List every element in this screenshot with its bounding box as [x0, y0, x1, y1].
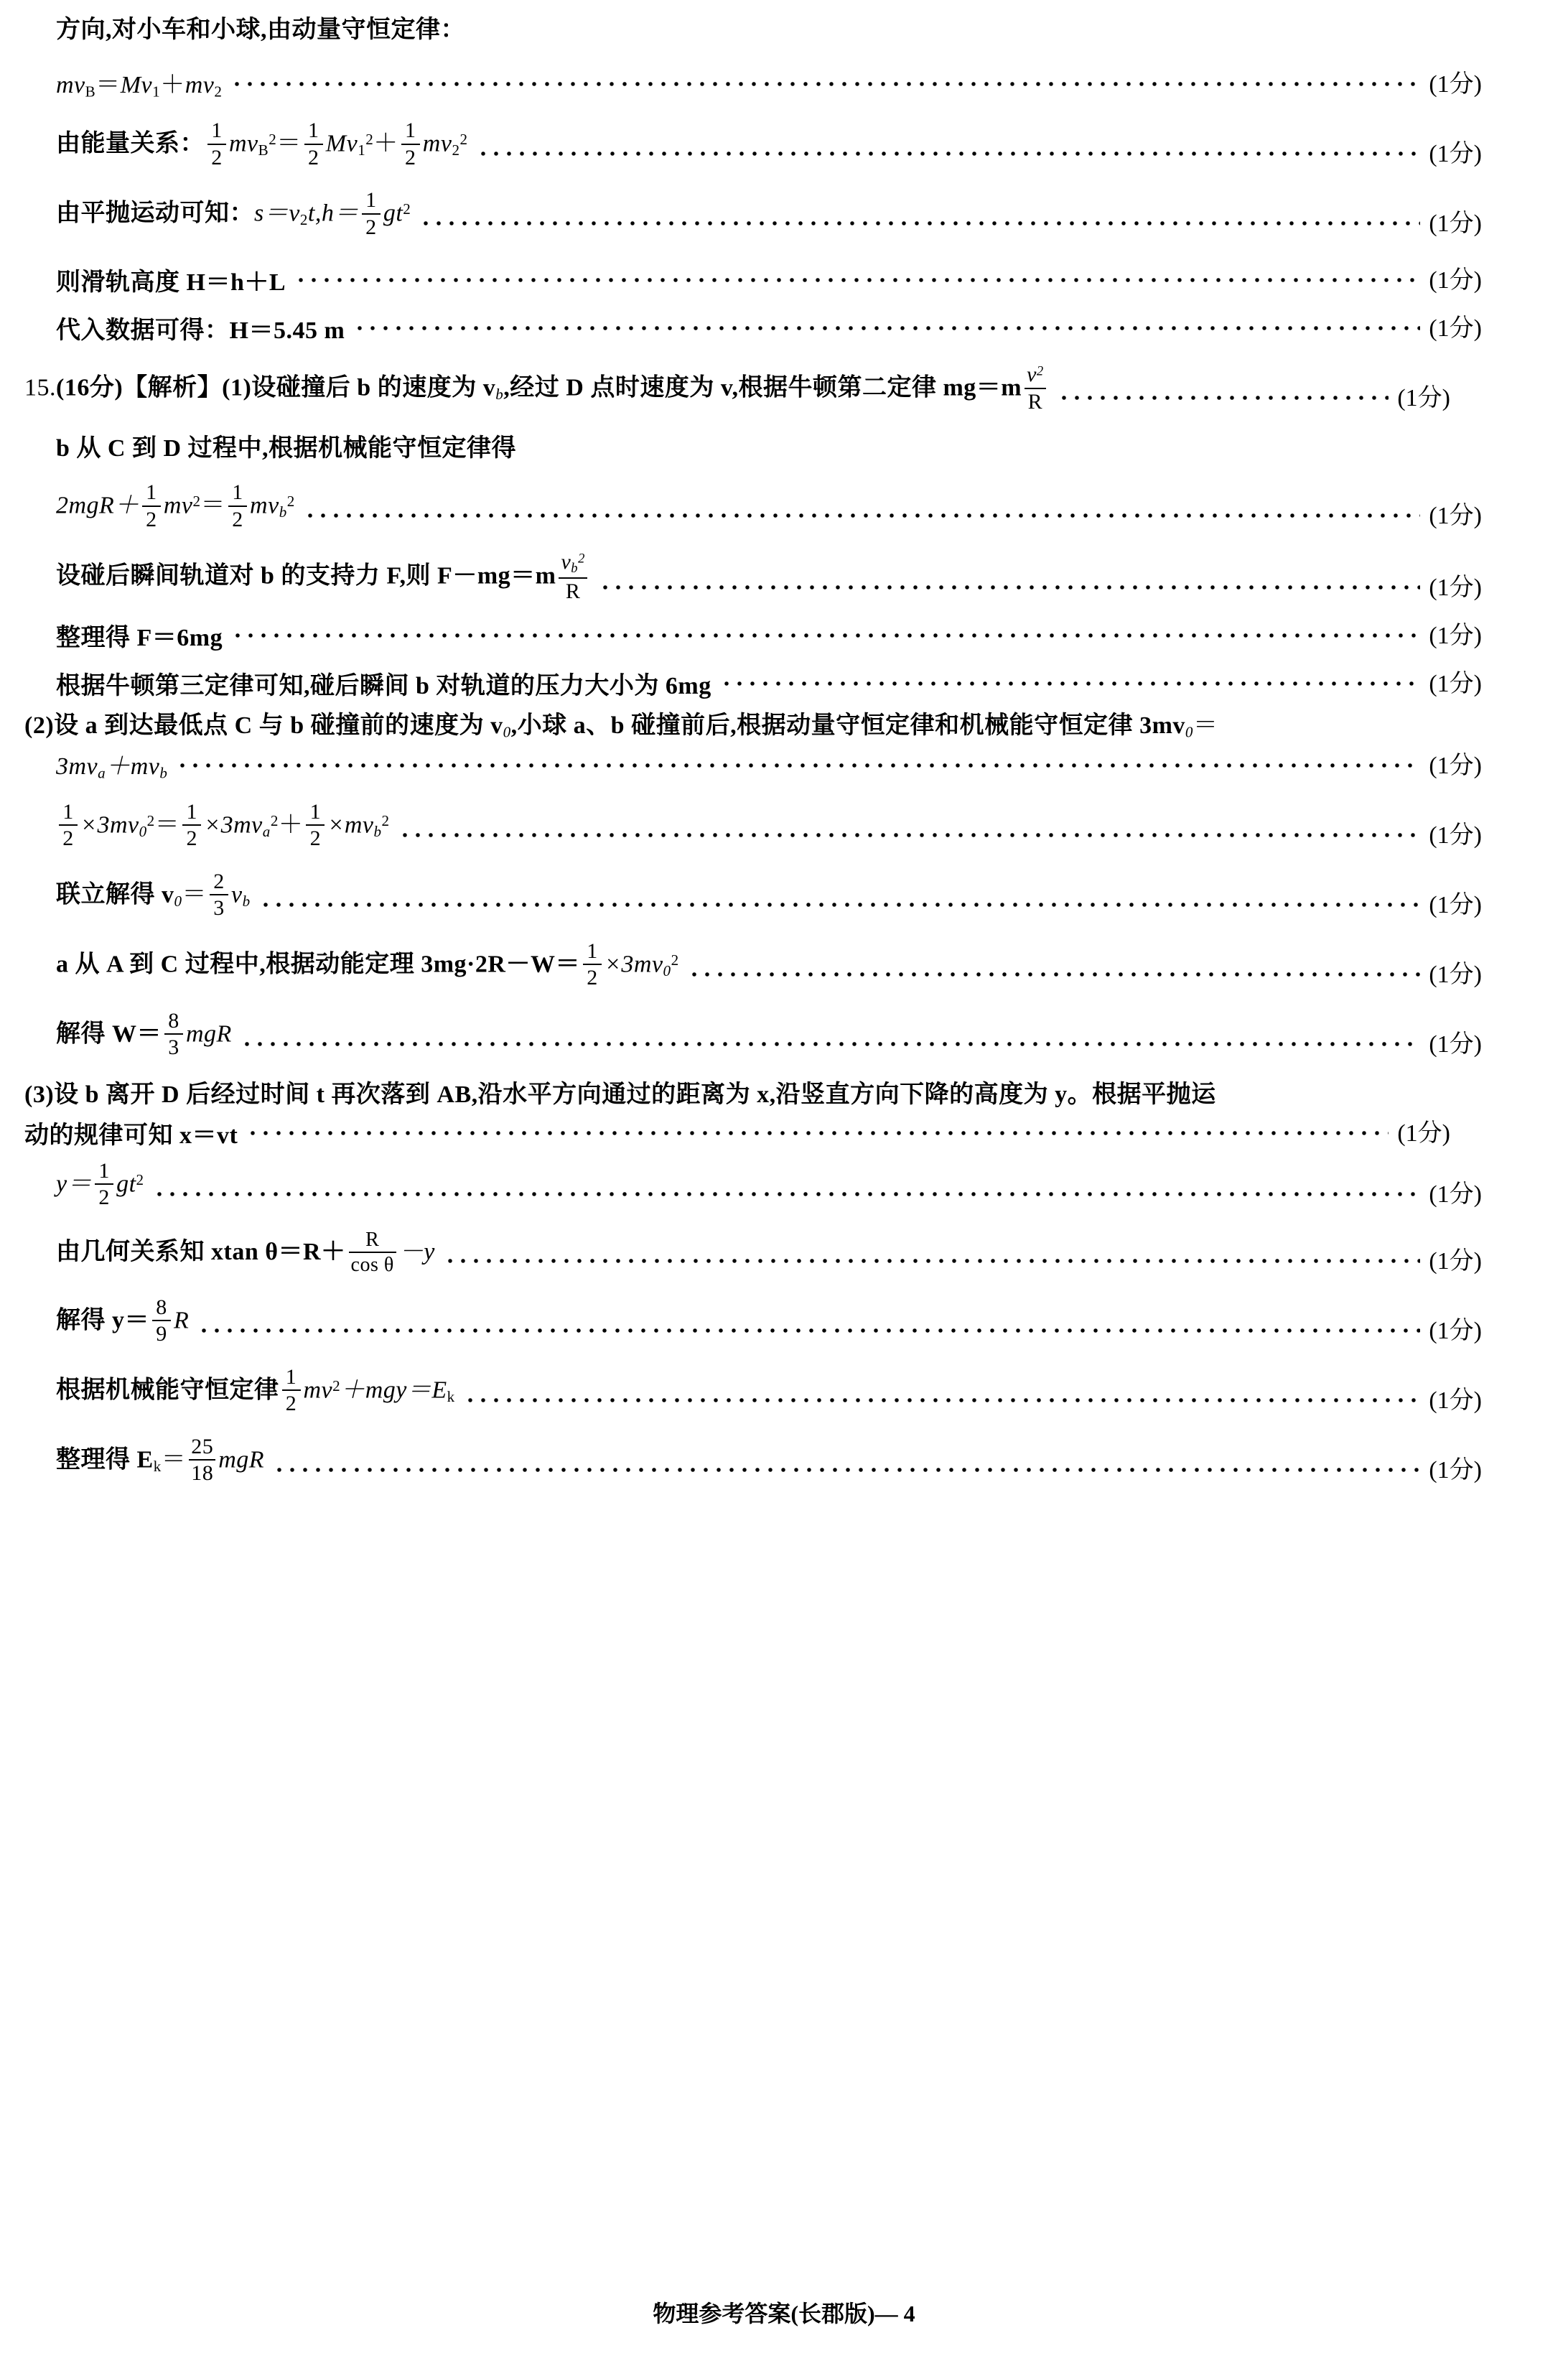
leader-dots: [477, 141, 1421, 166]
leader-dots: [1058, 386, 1389, 410]
spacer: [56, 170, 1482, 190]
fraction-eight-ninths: $\frac{8}{9}$: [152, 1296, 171, 1346]
score-tag: (1分): [1429, 752, 1482, 779]
spacer: [56, 1150, 1482, 1161]
projectile-prefix: 由平抛运动可知：: [56, 200, 254, 227]
score-tag: (1分): [1429, 574, 1482, 602]
spacer: [56, 921, 1482, 941]
q15-p2-cont-row: [56, 745, 1482, 782]
q15-p3-eq3: 解得 y＝ $\frac{8}{9}$ R: [56, 1295, 190, 1346]
leader-dots: [241, 1032, 1421, 1056]
q14-result-text: 代入数据可得：H＝5.45 m: [56, 317, 345, 344]
spacer: [56, 852, 1482, 872]
score-tag: (1分): [1429, 1030, 1482, 1058]
score-tag: (1分): [1397, 1119, 1450, 1147]
q15-p2-cont: $3mv_a+mv_b$: [56, 753, 168, 782]
q15-p3-intro-line1: (3)设 b 离开 D 后经过时间 t 再次落到 AB,沿水平方向通过的距离为 x,沿竖直方向下降的高度为 y。根据平抛运: [24, 1081, 1216, 1108]
q15-p1-line2-row: [56, 434, 1482, 462]
q15-p2-eq2: 联立解得 $v_0=$ $\frac{2}{3}$ $v_b$: [56, 869, 251, 921]
score-tag: (1分): [1429, 1317, 1482, 1344]
score-tag: (1分): [1429, 891, 1482, 918]
fraction-v2-over-R: $\frac{v^2}{R}$: [1025, 363, 1046, 413]
q15-p1-line2: b 从 C 到 D 过程中,根据机械能守恒定律得: [56, 435, 517, 462]
q15-p3-intro-line1-row: [24, 1081, 1450, 1109]
fraction-two-thirds: $\frac{2}{3}$: [210, 870, 228, 920]
q14-energy-equation: 由能量关系： $\frac{1}{2}$ $mv_B^2=$ $\frac{1}{2}$ $Mv_1^2+$ $\frac{1}{2}$ $mv_2^2$: [56, 118, 468, 169]
q15-points: (16分): [56, 374, 123, 401]
leader-dots: [231, 623, 1420, 648]
q15-p1-eq3-row: [56, 615, 1482, 652]
score-tag: (1分): [1429, 1180, 1482, 1208]
q15-p3-eq3-row: [56, 1295, 1482, 1347]
q15-p1-eq1-row: [56, 480, 1482, 532]
q14-result-row: [56, 308, 1482, 345]
score-tag: (1分): [1429, 671, 1482, 698]
score-tag: (1分): [1429, 210, 1482, 238]
q14-energy-equation-row: [56, 118, 1482, 170]
spacer: [56, 991, 1482, 1011]
leader-dots: [398, 823, 1421, 847]
fraction-R-over-cos-theta: $\frac{R}{\text{cos θ}}$: [349, 1229, 396, 1276]
q14-momentum-equation: [56, 71, 222, 101]
fraction-half: $\frac{1}{2}$: [583, 940, 602, 989]
spacer: [56, 101, 1482, 121]
spacer: [56, 345, 1482, 365]
q15-p3-eq1: y＝ $\frac{1}{2}$ $gt^2$: [56, 1158, 144, 1210]
score-tag: (1分): [1429, 267, 1482, 294]
leader-dots: [353, 316, 1420, 340]
score-tag: (1分): [1429, 623, 1482, 650]
spacer: [56, 44, 1482, 64]
spacer: [56, 1417, 1482, 1437]
q15-p1-eq4-row: [56, 663, 1482, 700]
term-3: mv: [422, 130, 452, 157]
fraction-half: $\frac{1}{2}$: [362, 189, 381, 238]
score-tag: (1分): [1429, 141, 1482, 168]
spacer: [56, 1347, 1482, 1367]
q15-p2-eq2-row: [56, 869, 1482, 921]
eq-rhs2: mv: [185, 72, 215, 99]
score-tag: (1分): [1429, 1247, 1482, 1275]
leader-dots: [599, 575, 1420, 600]
leader-dots: [720, 671, 1421, 696]
fraction-25-over-18: $\frac{25}{18}$: [189, 1435, 215, 1485]
leader-dots: [259, 893, 1421, 917]
q15-p3-eq4: 根据机械能守恒定律 $\frac{1}{2}$ $mv^2+mgy=E_k$: [56, 1364, 455, 1416]
q15-p2-intro: (2)设 a 到达最低点 C 与 b 碰撞前的速度为 $v_0$,小球 a、b 碰撞前后,根据动量守恒定律和机械能守恒定律 $3mv_0=$: [24, 712, 1218, 741]
q15-p2-eq3-row: [56, 941, 1482, 991]
score-tag: (1分): [1429, 821, 1482, 849]
q14-height-text: 则滑轨高度 H＝h＋L: [56, 269, 286, 296]
q15-p3-eq5-row: [56, 1434, 1482, 1486]
fraction-half-2: $\frac{1}{2}$: [304, 119, 323, 169]
leader-dots: [176, 753, 1420, 778]
spacer: [56, 1211, 1482, 1231]
leader-dots: [419, 211, 1420, 236]
fraction-half: $\frac{1}{2}$: [282, 1366, 301, 1415]
spacer: [56, 532, 1482, 552]
spacer: [56, 700, 1482, 712]
score-tag: (1分): [1429, 961, 1482, 988]
q15-p3-intro-line2-row: [24, 1113, 1450, 1150]
fraction-half: $\frac{1}{2}$: [95, 1160, 113, 1209]
q14-projectile-equation: 由平抛运动可知：$s=v_2t,h=$ $\frac{1}{2}$ $gt^2$: [56, 188, 411, 239]
q15-p3-eq1-row: [56, 1158, 1482, 1211]
fraction-half-3: $\frac{1}{2}$: [401, 119, 420, 169]
q14-momentum-equation-row: [56, 64, 1482, 101]
q15-p1-intro-a: (1)设碰撞后 b 的速度为 v: [222, 374, 496, 401]
spacer: [56, 462, 1482, 483]
q15-number: 15.: [24, 374, 56, 401]
analysis-label: 【解析】: [123, 374, 223, 401]
term-2: Mv: [325, 130, 358, 157]
eq-rhs2-sub: 2: [214, 83, 223, 101]
term-1: mv: [229, 130, 258, 157]
q15-p1-eq2-row: [56, 552, 1482, 604]
eq-lhs: mv: [56, 72, 85, 99]
score-tag: (1分): [1429, 71, 1482, 98]
leader-dots: [444, 1249, 1420, 1273]
leader-dots: [246, 1121, 1389, 1145]
eq-sign: ＝: [95, 72, 121, 99]
score-tag: (1分): [1429, 1387, 1482, 1414]
q15-p3-intro-line2: 动的规律可知 x＝vt: [24, 1122, 238, 1149]
q15-p2-intro-row: [24, 712, 1450, 741]
fraction-vb2-over-R: $\frac{v_b^2}{R}$: [559, 551, 587, 602]
leader-dots: [304, 503, 1421, 528]
eq-lhs-sub: B: [85, 83, 96, 101]
spacer: [56, 604, 1482, 615]
q15-p3-eq5: 整理得 $E_k=$ $\frac{25}{18}$ mgR: [56, 1434, 265, 1486]
fraction-eight-thirds: $\frac{8}{3}$: [164, 1010, 183, 1059]
q15-p1-eq1: 2mgR＋ $\frac{1}{2}$ $mv^2=$ $\frac{1}{2}$ $mv_b^2$: [56, 480, 295, 531]
leader-dots: [230, 72, 1420, 96]
q14-direction-line: [56, 16, 1482, 44]
q15-p3-eq4-row: [56, 1364, 1482, 1417]
q15-heading: 15.(16分)【解析】(1)设碰撞后 b 的速度为 $v_b$,经过 D 点时速度为 v,根据牛顿第二定律 mg＝m $\frac{v^2}{R}$: [24, 365, 1049, 414]
q15-heading-row: [24, 365, 1450, 414]
q15-p1-eq3: 整理得 F＝6mg: [56, 624, 223, 651]
q14-direction-text: 方向,对小车和小球,由动量守恒定律：: [56, 17, 465, 43]
fraction-half-2: $\frac{1}{2}$: [228, 481, 247, 531]
q15-p1-intro-b: ,经过 D 点时速度为 v,根据牛顿第二定律 mg＝m: [503, 374, 1022, 401]
q15-p2-eq1-row: [56, 799, 1482, 852]
q15-p2-eq3: a 从 A 到 C 过程中,根据动能定理 3mg·2R－W＝ $\frac{1}{2}$ $\times 3mv_0^2$: [56, 939, 679, 990]
eq-plus: ＋: [160, 72, 185, 99]
q14-projectile-equation-row: [56, 190, 1482, 240]
leader-dots: [197, 1318, 1420, 1343]
leader-dots: [464, 1388, 1421, 1412]
eq-rhs1: Mv: [120, 72, 153, 99]
q15-p2-intro-a: (2)设 a 到达最低点 C 与 b 碰撞前的速度为 v: [24, 712, 503, 740]
eq-rhs1-sub: 1: [152, 83, 161, 101]
spacer: [56, 652, 1482, 663]
score-tag: (1分): [1397, 385, 1450, 412]
page-footer: 物理参考答案(长郡版)— 4: [653, 2301, 915, 2327]
spacer: [56, 414, 1482, 434]
q15-p3-eq2: 由几何关系知 xtan θ＝R＋ $\frac{R}{\text{cos θ}}$ －y: [56, 1228, 435, 1277]
score-tag: (1分): [1429, 315, 1482, 343]
leader-dots: [688, 962, 1421, 987]
q15-p2-intro-b: ,小球 a、b 碰撞前后,根据动量守恒定律和机械能守恒定律 3mv: [510, 712, 1185, 740]
leader-dots: [153, 1182, 1421, 1206]
energy-prefix: 由能量关系：: [56, 130, 205, 157]
leader-dots: [294, 268, 1420, 292]
spacer: [56, 1277, 1482, 1298]
spacer: [56, 240, 1482, 260]
spacer: [56, 1061, 1482, 1081]
q15-p1-eq2: 设碰后瞬间轨道对 b 的支持力 F,则 F－mg＝m $\frac{v_b^2}{R}$: [56, 552, 590, 604]
q15-p2-eq1: $\frac{1}{2}$ $\times 3mv_0^2=$ $\frac{1}{2}$ $\times 3mv_a^2+$ $\frac{1}{2}$ $\times mv_b^2$: [56, 802, 390, 852]
leader-dots: [273, 1458, 1420, 1482]
q15-p2-eq4-row: [56, 1008, 1482, 1061]
fraction-half-1: $\frac{1}{2}$: [142, 481, 161, 531]
score-tag: (1分): [1429, 1456, 1482, 1484]
q15-p2-eq4: 解得 W＝ $\frac{8}{3}$ mgR: [56, 1008, 232, 1060]
q14-height-row: [56, 260, 1482, 297]
fraction-half-1: $\frac{1}{2}$: [207, 119, 226, 169]
q15-p3-eq2-row: [56, 1228, 1482, 1277]
spacer: [56, 297, 1482, 308]
fraction-half-2: $\frac{1}{2}$: [182, 801, 201, 850]
spacer: [56, 782, 1482, 802]
q15-p1-eq4: 根据牛顿第三定律可知,碰后瞬间 b 对轨道的压力大小为 6mg: [56, 672, 711, 699]
fraction-half-3: $\frac{1}{2}$: [306, 801, 325, 850]
fraction-half-1: $\frac{1}{2}$: [59, 801, 78, 850]
score-tag: (1分): [1429, 503, 1482, 530]
